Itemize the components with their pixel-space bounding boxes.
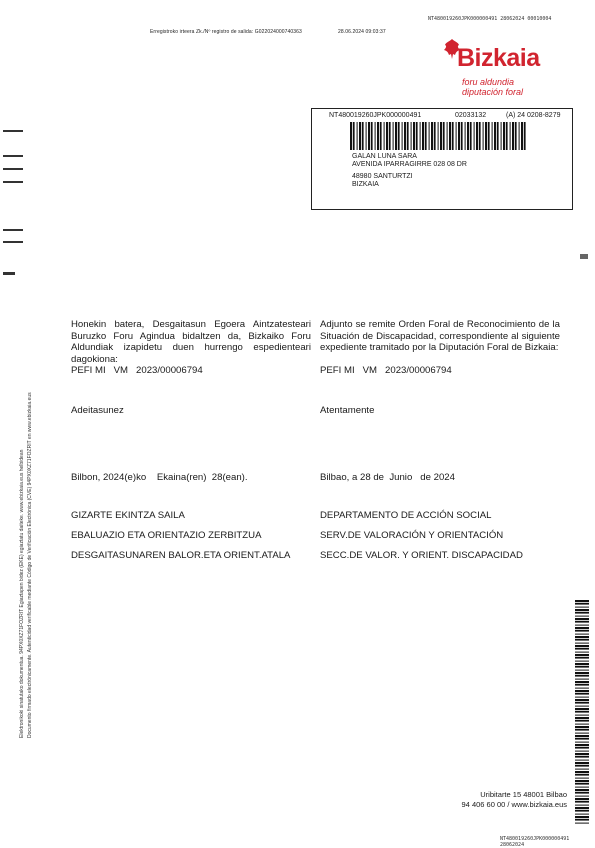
recipient-postal-city: 48980 SANTURTZI (352, 173, 413, 180)
recipient-street: AVENIDA IPARRAGIRRE 028 08 DR (352, 161, 467, 168)
logo-subline-1: foru aldundia (462, 77, 515, 87)
margin-mark (580, 254, 588, 259)
footer-contact: 94 406 60 00 / www.bizkaia.eus (461, 800, 567, 809)
spanish-file-number: PEFI MI VM 2023/00006794 (320, 365, 452, 376)
fold-mark (3, 155, 23, 157)
spanish-dept-2: SERV.DE VALORACIÓN Y ORIENTACIÓN (320, 530, 504, 541)
basque-date: Bilbon, 2024(e)ko Ekaina(ren) 28(ean). (71, 472, 248, 483)
registry-label: Erregistroko irteera Zk./Nº registro de salida: G022024000740363 (150, 29, 302, 35)
spanish-date: Bilbao, a 28 de Junio de 2024 (320, 472, 455, 483)
bottom-reference: NT480019260JPK000000491 28062024 (500, 836, 570, 848)
spanish-dept-3: SECC.DE VALOR. Y ORIENT. DISCAPACIDAD (320, 550, 523, 561)
spanish-intro: Adjunto se remite Orden Foral de Reconocimiento de la Situación de Discapacidad, correspondiente al siguiente expediente tramitado por la Diputación Foral de Bizkaia: (320, 319, 560, 354)
address-window (311, 108, 573, 210)
basque-closing: Adeitasunez (71, 405, 124, 416)
bizkaia-logo (443, 38, 568, 100)
side-verification-text-1: Elektronikoki sinatutako dokumentua. 94PX0XZ71FOZRIT Egiaztapen bidez (EKE) egiaztatu daiteke. www.ebizkaia.eus helbidean (19, 449, 25, 738)
basque-dept-1: GIZARTE EKINTZA SAILA (71, 510, 185, 521)
recipient-province: BIZKAIA (352, 181, 379, 188)
address-code: 02033132 (455, 112, 487, 119)
basque-dept-3: DESGAITASUNAREN BALOR.ETA ORIENT.ATALA (71, 550, 291, 561)
fold-mark (3, 181, 23, 183)
registry-datetime: 28.06.2024 09:03:37 (338, 29, 386, 35)
fold-mark (3, 168, 23, 170)
logo-subline-2: diputación foral (462, 87, 524, 97)
address-barcode (350, 122, 528, 150)
fold-mark (3, 130, 23, 132)
fold-mark (3, 241, 23, 243)
fold-mark (3, 229, 23, 231)
top-reference: NT480019260JPK000000491 28062024 00010004 (428, 16, 552, 22)
spanish-dept-1: DEPARTAMENTO DE ACCIÓN SOCIAL (320, 510, 492, 521)
side-verification-text-2: Documento firmado electrónicamente. Autenticidad verificable mediante Código de Verificación Electrónica (CVE) 94PX0XZ71FOZRIT en www.ebizkaia.eus (27, 392, 33, 738)
side-barcode (575, 600, 589, 825)
spanish-closing: Atentamente (320, 405, 375, 416)
logo-wordmark: Bizkaia (457, 44, 540, 72)
fold-mark (3, 272, 15, 275)
basque-file-number: PEFI MI VM 2023/00006794 (71, 365, 203, 376)
footer-address: Uribitarte 15 48001 Bilbao (480, 790, 567, 799)
recipient-name: GALAN LUNA SARA (352, 153, 417, 160)
basque-intro: Honekin batera, Desgaitasun Egoera Aintzatesteari Buruzko Foru Agindua bidaltzen da, Bizkaiko Foru Aldundiak izapidetu duen hurrengo espedienteari dagokiona: (71, 319, 311, 365)
basque-dept-2: EBALUAZIO ETA ORIENTAZIO ZERBITZUA (71, 530, 262, 541)
address-reference: NT480019260JPK000000491 (329, 112, 422, 119)
address-postal-ref: (A) 24 0208-8279 (506, 112, 561, 119)
